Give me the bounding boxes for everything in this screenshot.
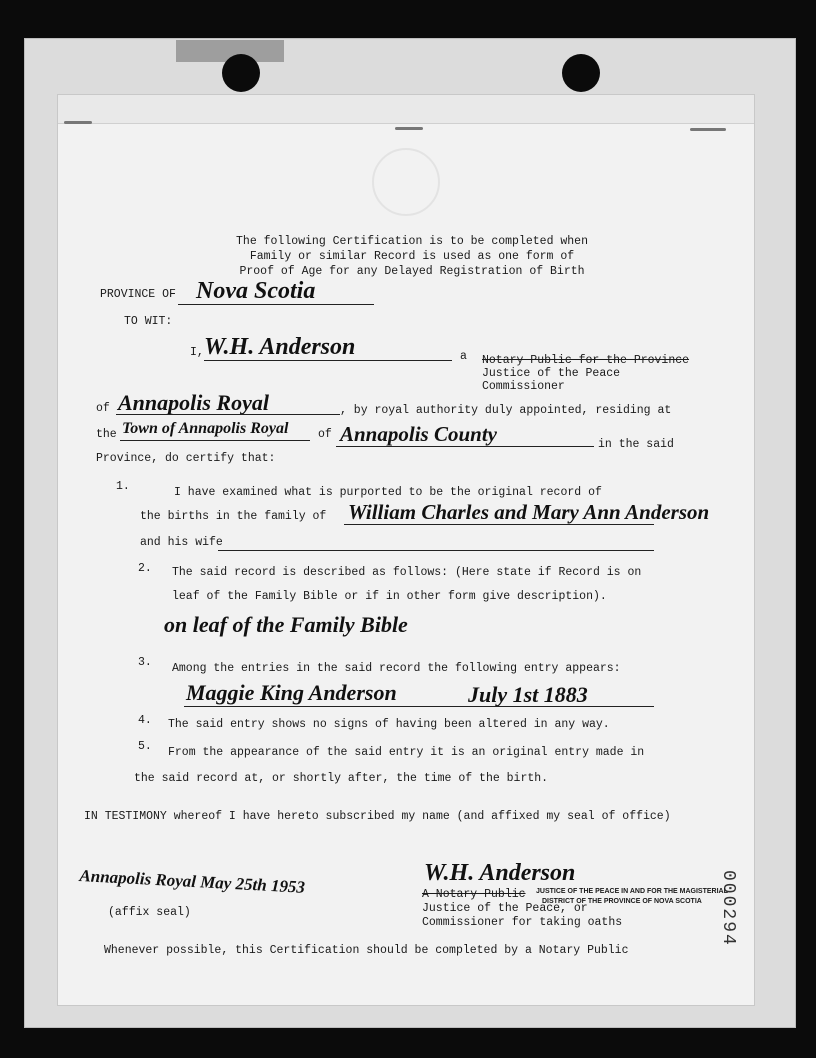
- staple: [690, 128, 726, 131]
- jp-line: Justice of the Peace, or: [422, 902, 588, 915]
- faded-crest: [372, 148, 440, 216]
- of-underline: [116, 414, 340, 415]
- affix-seal-label: (affix seal): [108, 906, 191, 919]
- item1-wife-underline: [218, 550, 654, 551]
- item1-text: I have examined what is purported to be the original record of: [174, 486, 602, 499]
- intro-line: Family or similar Record is used as one form of: [249, 250, 575, 263]
- item-number: 1.: [116, 480, 130, 493]
- item3-entry-date: July 1st 1883: [468, 682, 588, 707]
- item5-text-line2: the said record at, or shortly after, the time of the birth.: [134, 772, 549, 785]
- of2-label: of: [318, 428, 332, 441]
- certifier-name: W.H. Anderson: [204, 334, 356, 360]
- certifier-underline: [204, 360, 452, 361]
- role-commissioner: Commissioner: [482, 380, 565, 393]
- item-number: 3.: [138, 656, 152, 669]
- province-underline: [178, 304, 374, 305]
- intro-text: [222, 234, 602, 279]
- item5-text: From the appearance of the said entry it is an original entry made in: [168, 746, 645, 759]
- item3-underline: [184, 706, 654, 707]
- the-label: the: [96, 428, 117, 441]
- staple: [64, 121, 92, 124]
- province-certify-text: Province, do certify that:: [96, 452, 276, 465]
- role-notary-struck: Notary Public for the Province: [482, 354, 690, 367]
- staple: [395, 127, 423, 130]
- signature: W.H. Anderson: [424, 860, 576, 886]
- item2-description: on leaf of the Family Bible: [164, 612, 408, 637]
- jp-stamp-line2: DISTRICT OF THE PROVINCE OF NOVA SCOTIA: [542, 898, 702, 905]
- the-value: Town of Annapolis Royal: [122, 420, 289, 437]
- testimony-text: IN TESTIMONY whereof I have hereto subscribed my name (and affixed my seal of office): [84, 810, 671, 823]
- appointed-text: , by royal authority duly appointed, residing at: [340, 404, 672, 417]
- item-number: 4.: [138, 714, 152, 727]
- place-date: Annapolis Royal May 25th 1953: [79, 866, 306, 897]
- item3-text: Among the entries in the said record the following entry appears:: [172, 662, 621, 675]
- item1-family-value: William Charles and Mary Ann Anderson: [348, 500, 710, 524]
- commissioner-line: Commissioner for taking oaths: [422, 916, 623, 929]
- of-value: Annapolis Royal: [118, 390, 269, 415]
- intro-line: Proof of Age for any Delayed Registration of Birth: [239, 265, 585, 278]
- intro-line: The following Certification is to be completed when: [236, 235, 588, 248]
- item3-entry-name: Maggie King Anderson: [186, 680, 397, 705]
- item2-text: The said record is described as follows: (Here state if Record is on: [172, 566, 642, 579]
- the-underline: [120, 440, 310, 441]
- item4-text: The said entry shows no signs of having been altered in any way.: [168, 718, 610, 731]
- province-value: Nova Scotia: [196, 278, 316, 304]
- said-text: in the said: [598, 438, 674, 451]
- jp-stamp-line1: JUSTICE OF THE PEACE IN AND FOR THE MAGISTERIAL: [536, 888, 728, 895]
- to-wit-label: TO WIT:: [124, 315, 173, 328]
- punch-hole: [562, 54, 600, 92]
- footer-note: Whenever possible, this Certification should be completed by a Notary Public: [104, 944, 629, 957]
- item1-family-underline: [344, 524, 654, 525]
- of2-value: Annapolis County: [340, 422, 497, 446]
- top-fold-strip: [58, 95, 754, 124]
- item2-text-line2: leaf of the Family Bible or if in other form give description).: [172, 590, 607, 603]
- role-justice: Justice of the Peace: [482, 367, 621, 380]
- item-number: 5.: [138, 740, 152, 753]
- role-prefix: a: [460, 350, 467, 363]
- item1-family-label: the births in the family of: [140, 510, 327, 523]
- of-label: of: [96, 402, 110, 415]
- item-number: 2.: [138, 562, 152, 575]
- item1-wife-label: and his wife: [140, 536, 223, 549]
- province-label: PROVINCE OF: [100, 288, 176, 301]
- side-serial-number: 000294: [718, 870, 738, 947]
- punch-hole: [222, 54, 260, 92]
- certifier-prefix: I,: [190, 346, 204, 359]
- of2-underline: [336, 446, 594, 447]
- notary-struck: A Notary Public: [422, 888, 526, 901]
